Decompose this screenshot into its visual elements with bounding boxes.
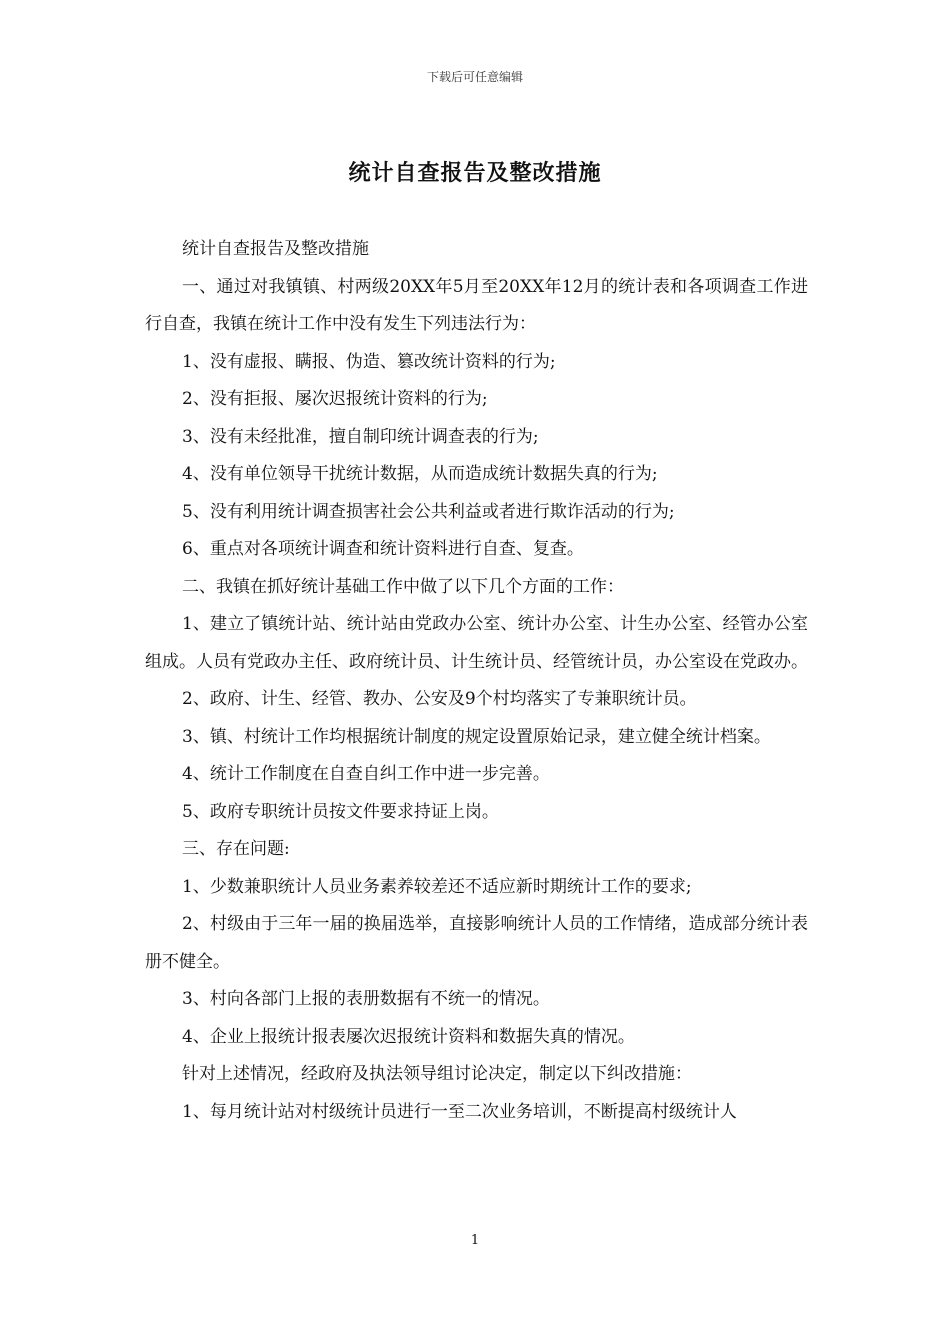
- paragraph: 1、建立了镇统计站、统计站由党政办公室、统计办公室、计生办公室、经管办公室组成。人员有党政办主任、政府统计员、计生统计员、经管统计员，办公室设在党政办。: [145, 614, 808, 672]
- paragraph: 二、我镇在抓好统计基础工作中做了以下几个方面的工作：: [182, 576, 624, 597]
- paragraph: 3、没有未经批准，擅自制印统计调查表的行为;: [182, 426, 539, 447]
- paragraph: 4、企业上报统计报表屡次迟报统计资料和数据失真的情况。: [182, 1026, 635, 1047]
- paragraph: 1、每月统计站对村级统计员进行一至二次业务培训，不断提高村级统计人: [182, 1101, 737, 1122]
- page-number: 1: [470, 1233, 480, 1248]
- paragraph: 4、没有单位领导干扰统计数据，从而造成统计数据失真的行为;: [182, 464, 658, 484]
- page-header: 下载后可任意编辑: [426, 70, 523, 84]
- paragraph: 2、村级由于三年一届的换届选举，直接影响统计人员的工作情绪，造成部分统计表册不健全。: [145, 914, 808, 972]
- paragraph: 统计自查报告及整改措施: [182, 239, 369, 259]
- paragraph: 5、没有利用统计调查损害社会公共利益或者进行欺诈活动的行为;: [182, 501, 675, 522]
- paragraph: 4、统计工作制度在自查自纠工作中进一步完善。: [182, 764, 550, 784]
- paragraph: 3、村向各部门上报的表册数据有不统一的情况。: [182, 989, 550, 1009]
- paragraph: 一、通过对我镇镇、村两级20XX年5月至20XX年12月的统计表和各项调查工作进行自查，我镇在统计工作中没有发生下列违法行为：: [145, 276, 808, 334]
- page-title: 统计自查报告及整改措施: [348, 161, 602, 186]
- paragraph: 6、重点对各项统计调查和统计资料进行自查、复查。: [182, 539, 584, 559]
- paragraph: 2、政府、计生、经管、教办、公安及9个村均落实了专兼职统计员。: [182, 689, 697, 709]
- paragraph: 1、少数兼职统计人员业务素养较差还不适应新时期统计工作的要求;: [182, 876, 692, 897]
- paragraph: 2、没有拒报、屡次迟报统计资料的行为;: [182, 389, 488, 409]
- paragraph: 5、政府专职统计员按文件要求持证上岗。: [182, 801, 499, 822]
- paragraph: 针对上述情况，经政府及执法领导组讨论决定，制定以下纠改措施：: [182, 1064, 692, 1084]
- paragraph: 三、存在问题:: [182, 839, 290, 859]
- paragraph: 1、没有虚报、瞒报、伪造、篡改统计资料的行为;: [182, 351, 556, 372]
- paragraph: 3、镇、村统计工作均根据统计制度的规定设置原始记录，建立健全统计档案。: [182, 726, 771, 747]
- document-body: [145, 231, 808, 1131]
